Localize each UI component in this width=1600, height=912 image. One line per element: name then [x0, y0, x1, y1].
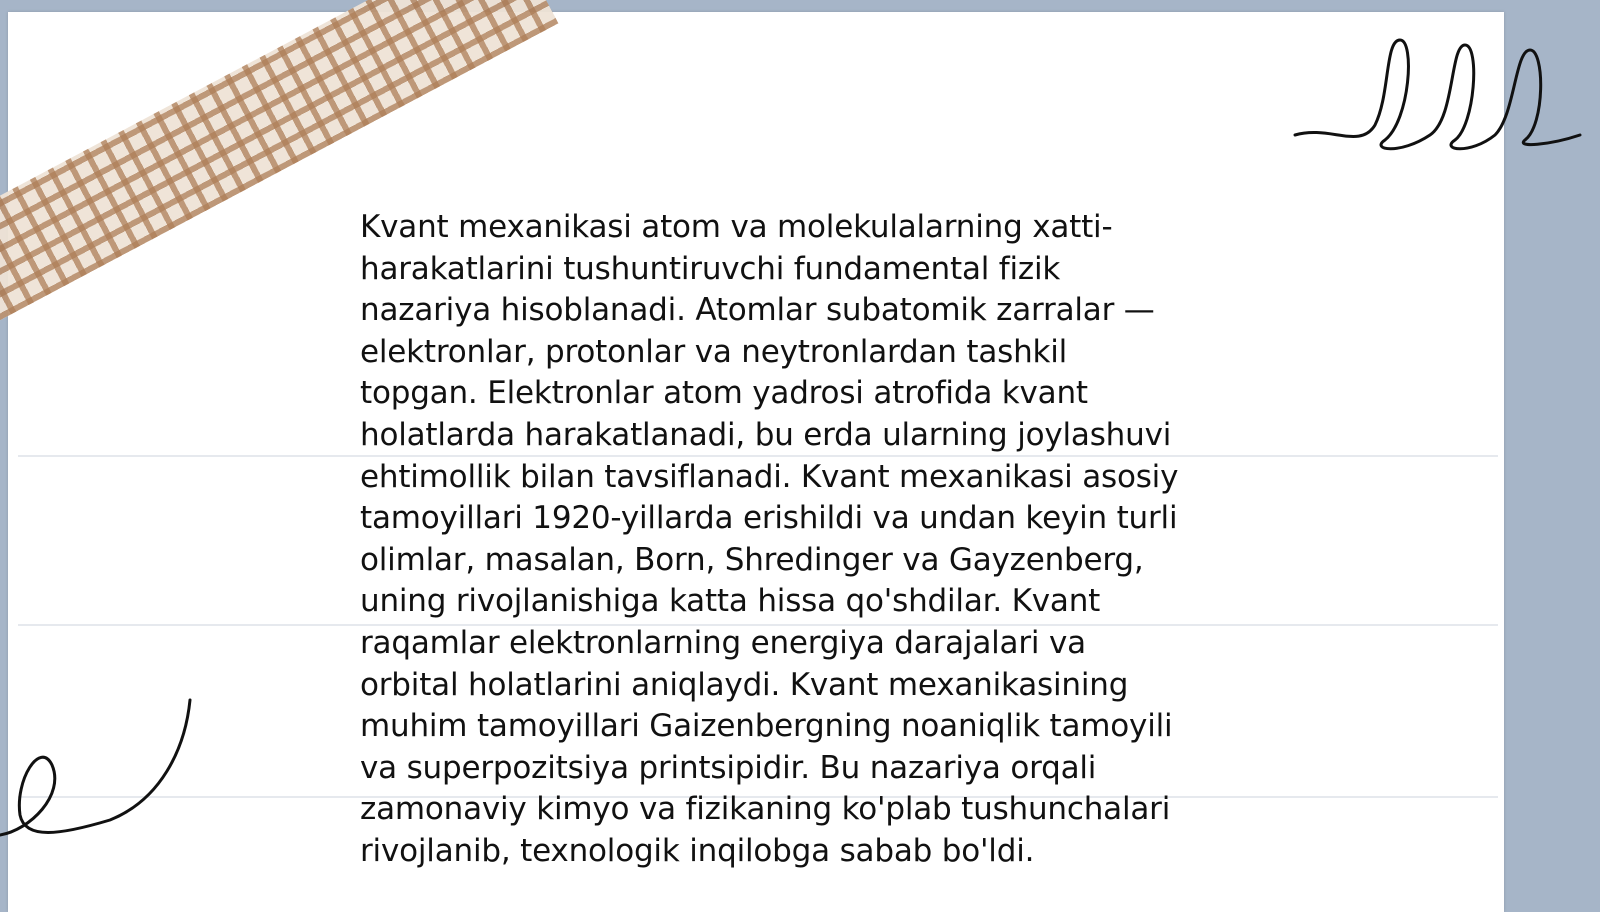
curl-scribble-icon	[0, 690, 200, 850]
text-line: olimlar, masalan, Born, Shredinger va Gayzenberg,	[360, 541, 1144, 578]
text-line: raqamlar elektronlarning energiya darajalari va	[360, 624, 1086, 661]
text-line: ehtimollik bilan tavsiflanadi. Kvant mexanikasi asosiy	[360, 458, 1179, 495]
loop-scribble-icon	[1290, 30, 1600, 170]
text-line: tamoyillari 1920-yillarda erishildi va undan keyin turli	[360, 500, 1178, 537]
text-line: orbital holatlarini aniqlaydi. Kvant mexanikasining	[360, 666, 1129, 703]
text-line: muhim tamoyillari Gaizenbergning noaniqlik tamoyili	[360, 708, 1173, 745]
text-line: harakatlarini tushuntiruvchi fundamental fizik	[360, 250, 1061, 287]
body-paragraph	[360, 207, 1240, 873]
text-line: va superpozitsiya printsipidir. Bu nazariya orqali	[360, 749, 1097, 786]
text-line: elektronlar, protonlar va neytronlardan tashkil	[360, 333, 1068, 370]
text-line: nazariya hisoblanadi. Atomlar subatomik zarralar —	[360, 292, 1155, 329]
text-line: Kvant mexanikasi atom va molekulalarning xatti-	[360, 209, 1113, 245]
text-line: zamonaviy kimyo va fizikaning ko'plab tushunchalari	[360, 791, 1171, 828]
text-line: holatlarda harakatlanadi, bu erda ularning joylashuvi	[360, 416, 1172, 453]
text-line: rivojlanib, texnologik inqilobga sabab bo'ldi.	[360, 832, 1035, 869]
text-line: topgan. Elektronlar atom yadrosi atrofida kvant	[360, 375, 1088, 412]
text-line: uning rivojlanishiga katta hissa qo'shdilar. Kvant	[360, 583, 1101, 620]
